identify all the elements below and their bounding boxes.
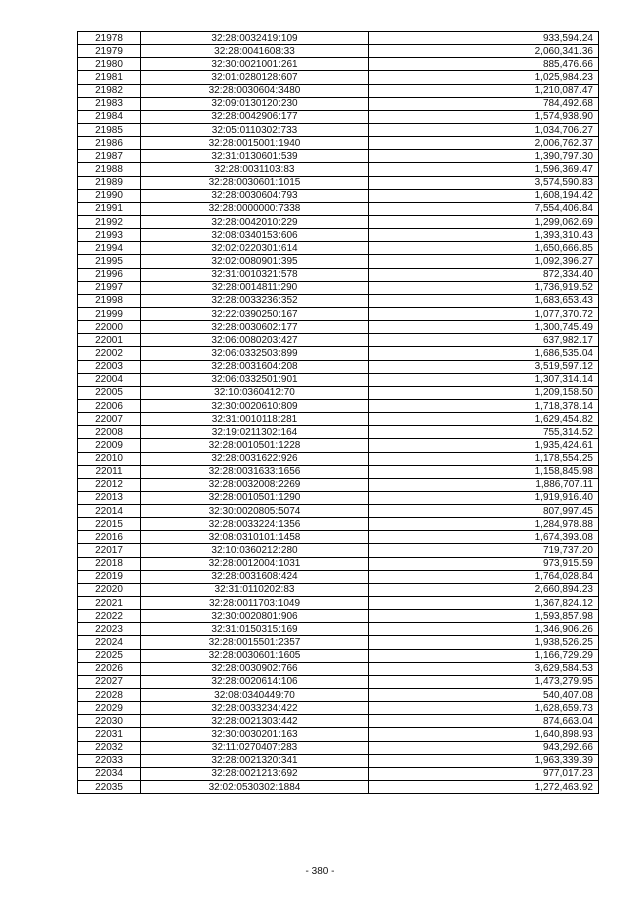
table-row	[78, 84, 599, 97]
amount-cell: 1,209,158.50	[369, 386, 599, 399]
amount-cell: 755,314.52	[369, 426, 599, 439]
table-row	[78, 702, 599, 715]
cadastral-number-cell: 32:06:0332503:899	[141, 347, 369, 360]
table-row	[78, 176, 599, 189]
row-number-cell: 22005	[78, 386, 141, 399]
amount-cell: 1,158,845.98	[369, 465, 599, 478]
table-row	[78, 465, 599, 478]
row-number-cell: 21992	[78, 215, 141, 228]
cadastral-number-cell: 32:28:0010501:1228	[141, 439, 369, 452]
table-row	[78, 478, 599, 491]
cadastral-number-cell: 32:31:0010118:281	[141, 413, 369, 426]
row-number-cell: 22031	[78, 728, 141, 741]
row-number-cell: 21989	[78, 176, 141, 189]
amount-cell: 3,574,590.83	[369, 176, 599, 189]
amount-cell: 1,736,919.52	[369, 281, 599, 294]
cadastral-number-cell: 32:11:0270407:283	[141, 741, 369, 754]
amount-cell: 872,334.40	[369, 268, 599, 281]
cadastral-number-cell: 32:31:0130601:539	[141, 150, 369, 163]
table-row	[78, 597, 599, 610]
amount-cell: 1,650,666.85	[369, 242, 599, 255]
amount-cell: 807,997.45	[369, 505, 599, 518]
table-row	[78, 268, 599, 281]
row-number-cell: 22006	[78, 399, 141, 412]
table-row	[78, 189, 599, 202]
amount-cell: 1,299,062.69	[369, 215, 599, 228]
table-row	[78, 334, 599, 347]
cadastral-number-cell: 32:28:0032419:109	[141, 32, 369, 45]
cadastral-number-cell: 32:28:0031103:83	[141, 163, 369, 176]
cadastral-number-cell: 32:28:0000000:7338	[141, 202, 369, 215]
row-number-cell: 22007	[78, 413, 141, 426]
amount-cell: 1,674,393.08	[369, 531, 599, 544]
table-row	[78, 544, 599, 557]
row-number-cell: 21997	[78, 281, 141, 294]
row-number-cell: 21990	[78, 189, 141, 202]
cadastral-number-cell: 32:28:0042010:229	[141, 215, 369, 228]
row-number-cell: 22009	[78, 439, 141, 452]
table-row	[78, 32, 599, 45]
row-number-cell: 22027	[78, 675, 141, 688]
amount-cell: 2,660,894.23	[369, 583, 599, 596]
row-number-cell: 22013	[78, 491, 141, 504]
row-number-cell: 22030	[78, 715, 141, 728]
cadastral-number-cell: 32:28:0011703:1049	[141, 597, 369, 610]
table-row	[78, 781, 599, 794]
table-row	[78, 202, 599, 215]
table-row	[78, 754, 599, 767]
cadastral-number-cell: 32:02:0080901:395	[141, 255, 369, 268]
cadastral-number-cell: 32:28:0015001:1940	[141, 137, 369, 150]
amount-cell: 1,686,535.04	[369, 347, 599, 360]
row-number-cell: 22029	[78, 702, 141, 715]
table-row	[78, 347, 599, 360]
row-number-cell: 22004	[78, 373, 141, 386]
row-number-cell: 22000	[78, 321, 141, 334]
cadastral-number-cell: 32:28:0030601:1015	[141, 176, 369, 189]
cadastral-number-cell: 32:28:0032008:2269	[141, 478, 369, 491]
cadastral-number-cell: 32:09:0130120:230	[141, 97, 369, 110]
amount-cell: 1,935,424.61	[369, 439, 599, 452]
amount-cell: 637,982.17	[369, 334, 599, 347]
table-row	[78, 649, 599, 662]
table-row	[78, 570, 599, 583]
cadastral-number-cell: 32:28:0030604:3480	[141, 84, 369, 97]
row-number-cell: 22003	[78, 360, 141, 373]
row-number-cell: 21991	[78, 202, 141, 215]
cadastral-number-cell: 32:28:0042906:177	[141, 110, 369, 123]
table-row	[78, 307, 599, 320]
table-row	[78, 386, 599, 399]
row-number-cell: 21982	[78, 84, 141, 97]
amount-cell: 1,166,729.29	[369, 649, 599, 662]
table-row	[78, 689, 599, 702]
cadastral-number-cell: 32:08:0340153:606	[141, 229, 369, 242]
row-number-cell: 22015	[78, 518, 141, 531]
cadastral-number-cell: 32:28:0031608:424	[141, 570, 369, 583]
cadastral-number-cell: 32:06:0332501:901	[141, 373, 369, 386]
amount-cell: 1,077,370.72	[369, 307, 599, 320]
cadastral-number-cell: 32:28:0041608:33	[141, 45, 369, 58]
cadastral-number-cell: 32:30:0020805:5074	[141, 505, 369, 518]
row-number-cell: 22026	[78, 662, 141, 675]
row-number-cell: 22023	[78, 623, 141, 636]
cadastral-number-cell: 32:08:0340449:70	[141, 689, 369, 702]
cadastral-number-cell: 32:31:0150315:169	[141, 623, 369, 636]
table-row	[78, 45, 599, 58]
table-row	[78, 531, 599, 544]
table-row	[78, 623, 599, 636]
cadastral-number-cell: 32:22:0390250:167	[141, 307, 369, 320]
cadastral-number-cell: 32:28:0021320:341	[141, 754, 369, 767]
row-number-cell: 21999	[78, 307, 141, 320]
amount-cell: 1,629,454.82	[369, 413, 599, 426]
row-number-cell: 22002	[78, 347, 141, 360]
table-row	[78, 767, 599, 780]
row-number-cell: 22019	[78, 570, 141, 583]
row-number-cell: 22008	[78, 426, 141, 439]
table-row	[78, 426, 599, 439]
amount-cell: 719,737.20	[369, 544, 599, 557]
cadastral-number-cell: 32:02:0530302:1884	[141, 781, 369, 794]
amount-cell: 1,025,984.23	[369, 71, 599, 84]
table-row	[78, 58, 599, 71]
row-number-cell: 21996	[78, 268, 141, 281]
cadastral-number-cell: 32:28:0033236:352	[141, 294, 369, 307]
table-row	[78, 150, 599, 163]
table-row	[78, 242, 599, 255]
cadastral-number-cell: 32:02:0220301:614	[141, 242, 369, 255]
row-number-cell: 22010	[78, 452, 141, 465]
table-row	[78, 583, 599, 596]
amount-cell: 1,596,369.47	[369, 163, 599, 176]
amount-cell: 1,034,706.27	[369, 123, 599, 136]
cadastral-number-cell: 32:30:0020610:809	[141, 399, 369, 412]
cadastral-number-cell: 32:28:0015501:2357	[141, 636, 369, 649]
cadastral-number-cell: 32:30:0020801:906	[141, 610, 369, 623]
cadastral-number-cell: 32:28:0033234:422	[141, 702, 369, 715]
amount-cell: 1,628,659.73	[369, 702, 599, 715]
row-number-cell: 22028	[78, 689, 141, 702]
row-number-cell: 22032	[78, 741, 141, 754]
row-number-cell: 21984	[78, 110, 141, 123]
table-row	[78, 215, 599, 228]
table-row	[78, 229, 599, 242]
table-row	[78, 715, 599, 728]
cadastral-number-cell: 32:28:0020614:106	[141, 675, 369, 688]
row-number-cell: 21998	[78, 294, 141, 307]
amount-cell: 1,718,378.14	[369, 399, 599, 412]
row-number-cell: 22033	[78, 754, 141, 767]
amount-cell: 1,938,526.25	[369, 636, 599, 649]
table-row	[78, 610, 599, 623]
table-row	[78, 452, 599, 465]
amount-cell: 1,210,087.47	[369, 84, 599, 97]
amount-cell: 3,519,597.12	[369, 360, 599, 373]
amount-cell: 7,554,406.84	[369, 202, 599, 215]
row-number-cell: 21978	[78, 32, 141, 45]
row-number-cell: 22012	[78, 478, 141, 491]
row-number-cell: 21979	[78, 45, 141, 58]
amount-cell: 933,594.24	[369, 32, 599, 45]
row-number-cell: 21993	[78, 229, 141, 242]
cadastral-number-cell: 32:28:0033224:1356	[141, 518, 369, 531]
amount-cell: 1,300,745.49	[369, 321, 599, 334]
cadastral-number-cell: 32:10:0360212:280	[141, 544, 369, 557]
cadastral-number-cell: 32:28:0031633:1656	[141, 465, 369, 478]
row-number-cell: 22025	[78, 649, 141, 662]
amount-cell: 1,284,978.88	[369, 518, 599, 531]
row-number-cell: 21986	[78, 137, 141, 150]
row-number-cell: 22017	[78, 544, 141, 557]
row-number-cell: 22016	[78, 531, 141, 544]
table-row	[78, 281, 599, 294]
row-number-cell: 22001	[78, 334, 141, 347]
amount-cell: 1,473,279.95	[369, 675, 599, 688]
amount-cell: 874,663.04	[369, 715, 599, 728]
table-row	[78, 675, 599, 688]
cadastral-number-cell: 32:28:0030604:793	[141, 189, 369, 202]
table-row	[78, 399, 599, 412]
cadastral-number-cell: 32:08:0310101:1458	[141, 531, 369, 544]
row-number-cell: 21987	[78, 150, 141, 163]
amount-cell: 1,764,028.84	[369, 570, 599, 583]
table-row	[78, 491, 599, 504]
cadastral-number-cell: 32:28:0012004:1031	[141, 557, 369, 570]
table-row	[78, 360, 599, 373]
cadastral-number-cell: 32:28:0031604:208	[141, 360, 369, 373]
table-row	[78, 97, 599, 110]
cadastral-number-cell: 32:31:0110202:83	[141, 583, 369, 596]
cadastral-number-cell: 32:01:0280128:607	[141, 71, 369, 84]
amount-cell: 1,390,797.30	[369, 150, 599, 163]
cadastral-number-cell: 32:28:0014811:290	[141, 281, 369, 294]
cadastral-number-cell: 32:28:0030602:177	[141, 321, 369, 334]
row-number-cell: 21983	[78, 97, 141, 110]
row-number-cell: 22014	[78, 505, 141, 518]
cadastral-number-cell: 32:30:0021001:261	[141, 58, 369, 71]
amount-cell: 1,683,653.43	[369, 294, 599, 307]
table-row	[78, 741, 599, 754]
cadastral-number-cell: 32:28:0031622:926	[141, 452, 369, 465]
amount-cell: 1,178,554.25	[369, 452, 599, 465]
table-row	[78, 518, 599, 531]
amount-cell: 885,476.66	[369, 58, 599, 71]
amount-cell: 1,272,463.92	[369, 781, 599, 794]
cadastral-number-cell: 32:30:0030201:163	[141, 728, 369, 741]
amount-cell: 1,307,314.14	[369, 373, 599, 386]
amount-cell: 1,886,707.11	[369, 478, 599, 491]
amount-cell: 1,640,898.93	[369, 728, 599, 741]
amount-cell: 2,060,341.36	[369, 45, 599, 58]
cadastral-number-cell: 32:10:0360412:70	[141, 386, 369, 399]
page-number: - 380 -	[305, 866, 335, 877]
table-row	[78, 321, 599, 334]
row-number-cell: 22022	[78, 610, 141, 623]
amount-cell: 1,593,857.98	[369, 610, 599, 623]
row-number-cell: 22011	[78, 465, 141, 478]
table-row	[78, 662, 599, 675]
table-row	[78, 557, 599, 570]
table-row	[78, 71, 599, 84]
amount-cell: 784,492.68	[369, 97, 599, 110]
row-number-cell: 21994	[78, 242, 141, 255]
row-number-cell: 21995	[78, 255, 141, 268]
amount-cell: 1,393,310.43	[369, 229, 599, 242]
cadastral-number-cell: 32:28:0030601:1605	[141, 649, 369, 662]
cadastral-number-cell: 32:28:0010501:1290	[141, 491, 369, 504]
table-row	[78, 373, 599, 386]
table-row	[78, 505, 599, 518]
table-row	[78, 294, 599, 307]
table-row	[78, 137, 599, 150]
row-number-cell: 22018	[78, 557, 141, 570]
row-number-cell: 22024	[78, 636, 141, 649]
row-number-cell: 21985	[78, 123, 141, 136]
row-number-cell: 22021	[78, 597, 141, 610]
amount-cell: 1,367,824.12	[369, 597, 599, 610]
amount-cell: 1,608,194.42	[369, 189, 599, 202]
amount-cell: 1,574,938.90	[369, 110, 599, 123]
amount-cell: 1,919,916.40	[369, 491, 599, 504]
table-row	[78, 110, 599, 123]
amount-cell: 977,017.23	[369, 767, 599, 780]
row-number-cell: 21980	[78, 58, 141, 71]
cadastral-number-cell: 32:28:0030902:766	[141, 662, 369, 675]
amount-cell: 540,407.08	[369, 689, 599, 702]
table-row	[78, 123, 599, 136]
amount-cell: 1,346,906.26	[369, 623, 599, 636]
cadastral-number-cell: 32:19:0211302:164	[141, 426, 369, 439]
table-row	[78, 728, 599, 741]
cadastral-number-cell: 32:31:0010321:578	[141, 268, 369, 281]
amount-cell: 2,006,762.37	[369, 137, 599, 150]
cadastral-number-cell: 32:28:0021213:692	[141, 767, 369, 780]
cadastral-number-cell: 32:06:0080203:427	[141, 334, 369, 347]
table-row	[78, 413, 599, 426]
cadastral-number-cell: 32:05:0110302:733	[141, 123, 369, 136]
amount-cell: 943,292.66	[369, 741, 599, 754]
row-number-cell: 22034	[78, 767, 141, 780]
table-row	[78, 163, 599, 176]
amount-cell: 3,629,584.53	[369, 662, 599, 675]
table-body	[78, 32, 599, 794]
amount-cell: 1,092,396.27	[369, 255, 599, 268]
amount-cell: 1,963,339.39	[369, 754, 599, 767]
table-row	[78, 439, 599, 452]
row-number-cell: 21981	[78, 71, 141, 84]
row-number-cell: 22020	[78, 583, 141, 596]
row-number-cell: 22035	[78, 781, 141, 794]
table-row	[78, 255, 599, 268]
data-table	[77, 31, 599, 794]
cadastral-number-cell: 32:28:0021303:442	[141, 715, 369, 728]
table-row	[78, 636, 599, 649]
amount-cell: 973,915.59	[369, 557, 599, 570]
row-number-cell: 21988	[78, 163, 141, 176]
